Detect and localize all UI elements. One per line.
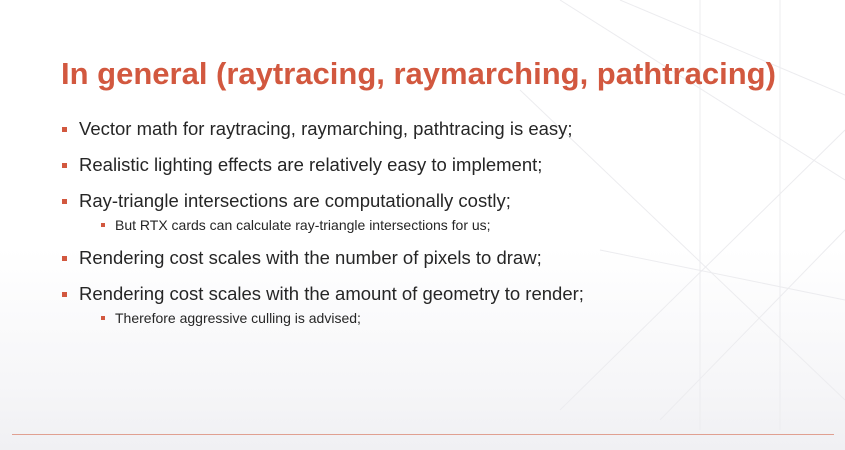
sub-bullet-list: [101, 215, 822, 235]
sub-bullet-text: But RTX cards can calculate ray-triangle intersections for us;: [115, 217, 491, 233]
sub-bullet-text: Therefore aggressive culling is advised;: [115, 310, 361, 326]
bullet-item: [62, 281, 822, 328]
footer-divider: [12, 434, 834, 435]
sub-bullet-item: [101, 215, 822, 235]
slide-title: In general (raytracing, raymarching, pathtracing): [61, 56, 776, 91]
bullet-text: Rendering cost scales with the amount of geometry to render;: [79, 283, 584, 304]
bullet-text: Realistic lighting effects are relatively easy to implement;: [79, 154, 543, 175]
bullet-item: [62, 152, 822, 178]
bullet-text: Ray-triangle intersections are computationally costly;: [79, 190, 511, 211]
bullet-text: Rendering cost scales with the number of pixels to draw;: [79, 247, 542, 268]
sub-bullet-list: [101, 308, 822, 328]
bullet-text: Vector math for raytracing, raymarching, pathtracing is easy;: [79, 118, 573, 139]
bullet-list: [62, 116, 822, 338]
bullet-item: [62, 188, 822, 235]
bullet-item: [62, 245, 822, 271]
sub-bullet-item: [101, 308, 822, 328]
bullet-item: [62, 116, 822, 142]
